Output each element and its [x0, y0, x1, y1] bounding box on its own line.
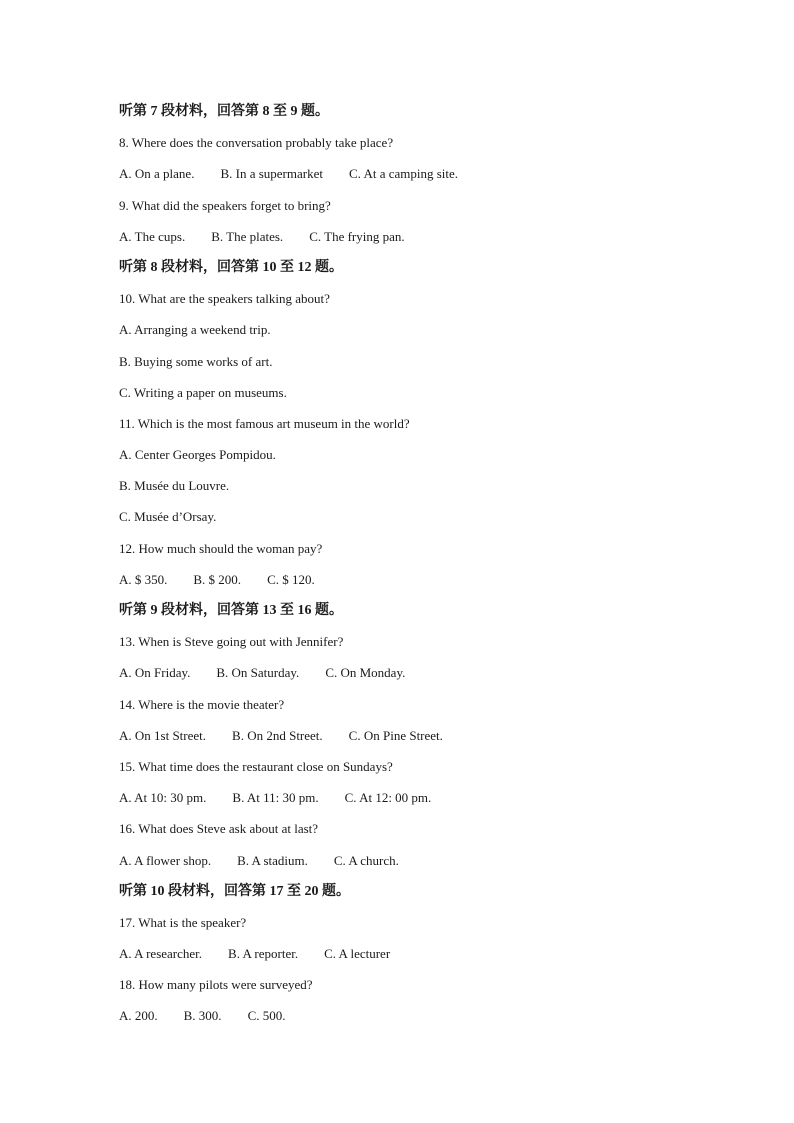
- answer-option: C. 500.: [247, 1008, 286, 1024]
- answer-options: [119, 782, 719, 813]
- question-line: 17. What is the speaker?: [119, 914, 247, 930]
- answer-options: [119, 564, 719, 595]
- question-line: 16. What does Steve ask about at last?: [119, 821, 319, 837]
- question-line: C. Writing a paper on museums.: [119, 384, 287, 400]
- question-line: 13. When is Steve going out with Jennifer?: [119, 634, 344, 650]
- answer-option: C. At 12: 00 pm.: [344, 790, 432, 806]
- section-heading: 听第 10 段材料，回答第 17 至 20 题。: [119, 883, 350, 899]
- answer-options: [119, 158, 719, 189]
- question-line: 8. Where does the conversation probably take place?: [119, 135, 394, 151]
- question-line: A. Center Georges Pompidou.: [119, 447, 276, 463]
- question-line: 9. What did the speakers forget to bring?: [119, 197, 331, 213]
- answer-option: B. 300.: [183, 1008, 222, 1024]
- answer-option: B. On Saturday.: [216, 665, 300, 681]
- answer-option: C. On Monday.: [325, 665, 406, 681]
- answer-option: A. On 1st Street.: [119, 727, 207, 743]
- answer-options: [119, 1000, 719, 1031]
- answer-option: B. A reporter.: [228, 946, 299, 962]
- answer-options: [119, 720, 719, 751]
- answer-options: [119, 845, 719, 876]
- answer-option: A. On Friday.: [119, 665, 191, 681]
- question-line: 15. What time does the restaurant close on Sundays?: [119, 758, 393, 774]
- section-heading: 听第 8 段材料，回答第 10 至 12 题。: [119, 259, 343, 275]
- answer-option: A. A researcher.: [119, 946, 203, 962]
- question-line: A. Arranging a weekend trip.: [119, 322, 271, 338]
- answer-options: [119, 657, 719, 688]
- answer-option: A. At 10: 30 pm.: [119, 790, 207, 806]
- answer-option: A. $ 350.: [119, 571, 168, 587]
- answer-option: C. At a camping site.: [348, 166, 459, 182]
- answer-option: A. A flower shop.: [119, 852, 212, 868]
- section-heading: 听第 9 段材料，回答第 13 至 16 题。: [119, 603, 343, 618]
- answer-option: A. On a plane.: [119, 166, 195, 182]
- document-page: [119, 96, 719, 1032]
- question-line: B. Musée du Louvre.: [119, 478, 230, 494]
- question-line: C. Musée d’Orsay.: [119, 509, 217, 525]
- question-line: 18. How many pilots were surveyed?: [119, 977, 313, 993]
- answer-options: [119, 938, 719, 969]
- answer-option: B. At 11: 30 pm.: [232, 790, 319, 806]
- answer-option: A. The cups.: [119, 228, 186, 244]
- answer-options: [119, 221, 719, 252]
- answer-option: A. 200.: [119, 1008, 158, 1024]
- section-heading: 听第 7 段材料，回答第 8 至 9 题。: [119, 104, 329, 119]
- question-line: 10. What are the speakers talking about?: [119, 291, 330, 307]
- question-line: 11. Which is the most famous art museum in the world?: [119, 415, 410, 431]
- answer-option: C. A church.: [333, 852, 399, 868]
- answer-option: B. On 2nd Street.: [232, 727, 323, 743]
- question-line: B. Buying some works of art.: [119, 353, 273, 369]
- answer-option: C. The frying pan.: [309, 228, 405, 244]
- question-line: 14. Where is the movie theater?: [119, 696, 285, 712]
- answer-option: C. A lecturer: [324, 946, 391, 962]
- answer-option: C. On Pine Street.: [348, 727, 443, 743]
- answer-option: B. The plates.: [211, 228, 284, 244]
- answer-option: C. $ 120.: [267, 571, 315, 587]
- question-line: 12. How much should the woman pay?: [119, 540, 323, 556]
- answer-option: B. $ 200.: [193, 571, 242, 587]
- answer-option: B. A stadium.: [237, 852, 308, 868]
- answer-option: B. In a supermarket: [220, 166, 323, 182]
